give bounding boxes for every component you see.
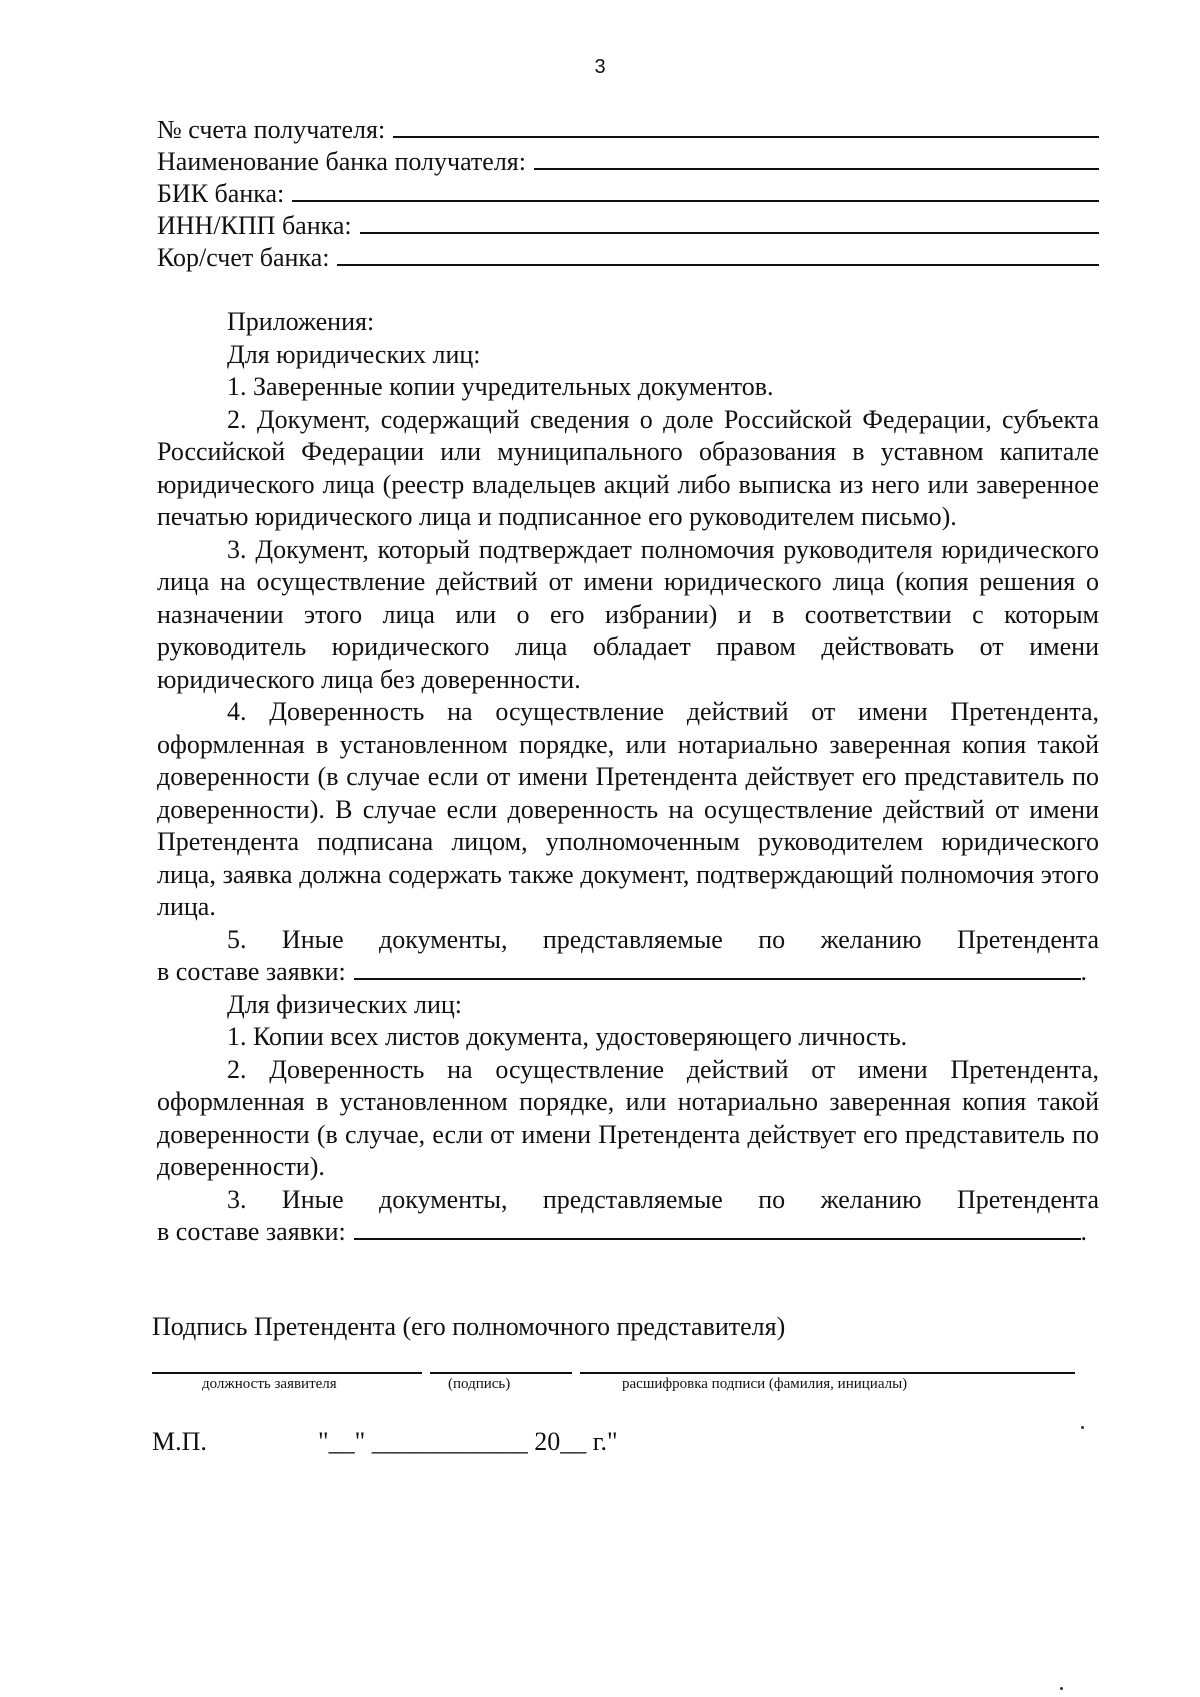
- physical-item-3-tail: [157, 1216, 1087, 1249]
- account-number-field: [157, 114, 1099, 146]
- blank-line: [354, 956, 1081, 980]
- field-label: Наименование банка получателя:: [157, 147, 526, 176]
- scan-speck: [1081, 1426, 1084, 1429]
- field-label: № счета получателя:: [157, 115, 386, 144]
- signature-caption: (подпись): [448, 1376, 511, 1392]
- legal-item-1: 1. Заверенные копии учредительных документов.: [227, 372, 774, 401]
- stamp-label: М.П.: [152, 1427, 207, 1456]
- field-label: в составе заявки:: [157, 1217, 346, 1246]
- blank-line: [360, 210, 1099, 234]
- blank-line: [534, 146, 1099, 170]
- decoding-caption: расшифровка подписи (фамилия, инициалы): [622, 1376, 908, 1392]
- date-line: "__" ____________ 20__ г.": [318, 1427, 618, 1456]
- appendix-title: Приложения:: [227, 307, 375, 336]
- inn-kpp-field: [157, 210, 1099, 242]
- page-number: 3: [594, 56, 606, 78]
- physical-item-1: 1. Копии всех листов документа, удостоверяющего личность.: [227, 1022, 908, 1051]
- scan-speck: [1060, 1687, 1063, 1690]
- field-label: Кор/счет банка:: [157, 243, 330, 272]
- position-line: [152, 1372, 422, 1374]
- end-mark: .: [1080, 957, 1087, 986]
- legal-item-4: 4. Доверенность на осуществление действий от имени Претендента, оформленная в установленном порядке, или нотариально заверенная копия такой доверенности (в случае если от имени Претендента действует его представитель по доверенности). В случае если доверенность на осуществление действий от имени Претендента подписана лицом, уполномоченным руководителем юридического лица, заявка должна содержать также документ, подтверждающий полномочия этого лица.: [157, 697, 1099, 921]
- signature-line: [430, 1372, 572, 1374]
- physical-heading: Для физических лиц:: [227, 989, 462, 1019]
- bik-field: [157, 178, 1099, 210]
- bank-name-field: [157, 146, 1099, 178]
- field-label: БИК банка:: [157, 179, 285, 208]
- field-label: ИНН/КПП банка:: [157, 211, 352, 240]
- legal-item-3: 3. Документ, который подтверждает полномочия руководителя юридического лица на осуществление действий от имени юридического лица (копия решения о назначении этого лица или о его избрании) и в соответствии с которым руководитель юридического лица обладает правом действовать от имени юридического лица без доверенности.: [157, 534, 1099, 694]
- legal-heading: Для юридических лиц:: [227, 339, 481, 369]
- position-caption: должность заявителя: [202, 1376, 337, 1392]
- legal-item-5: 5. Иные документы, представляемые по желанию Претендента: [227, 924, 1099, 954]
- blank-line: [337, 242, 1099, 266]
- decoding-line: [580, 1372, 1075, 1374]
- appendices: [157, 306, 1099, 1249]
- blank-line: [292, 178, 1099, 202]
- signature-title: Подпись Претендента (его полномочного представителя): [152, 1312, 786, 1341]
- legal-item-5-tail: [157, 956, 1087, 989]
- physical-item-2: 2. Доверенность на осуществление действий от имени Претендента, оформленная в установленном порядке, или нотариально заверенная копия такой доверенности (в случае, если от имени Претендента действует его представитель по доверенности).: [157, 1054, 1099, 1181]
- blank-line: [393, 114, 1099, 138]
- end-mark: .: [1080, 1217, 1087, 1246]
- blank-line: [354, 1216, 1081, 1240]
- physical-item-3: 3. Иные документы, представляемые по желанию Претендента: [227, 1184, 1099, 1214]
- bank-details: [157, 114, 1099, 274]
- corr-account-field: [157, 242, 1099, 274]
- field-label: в составе заявки:: [157, 957, 346, 986]
- legal-item-2: 2. Документ, содержащий сведения о доле Российской Федерации, субъекта Российской Федерации или муниципального образования в уставном капитале юридического лица (реестр владельцев акций либо выписка из него или заверенное печатью юридического лица и подписанное его руководителем письмо).: [157, 404, 1099, 531]
